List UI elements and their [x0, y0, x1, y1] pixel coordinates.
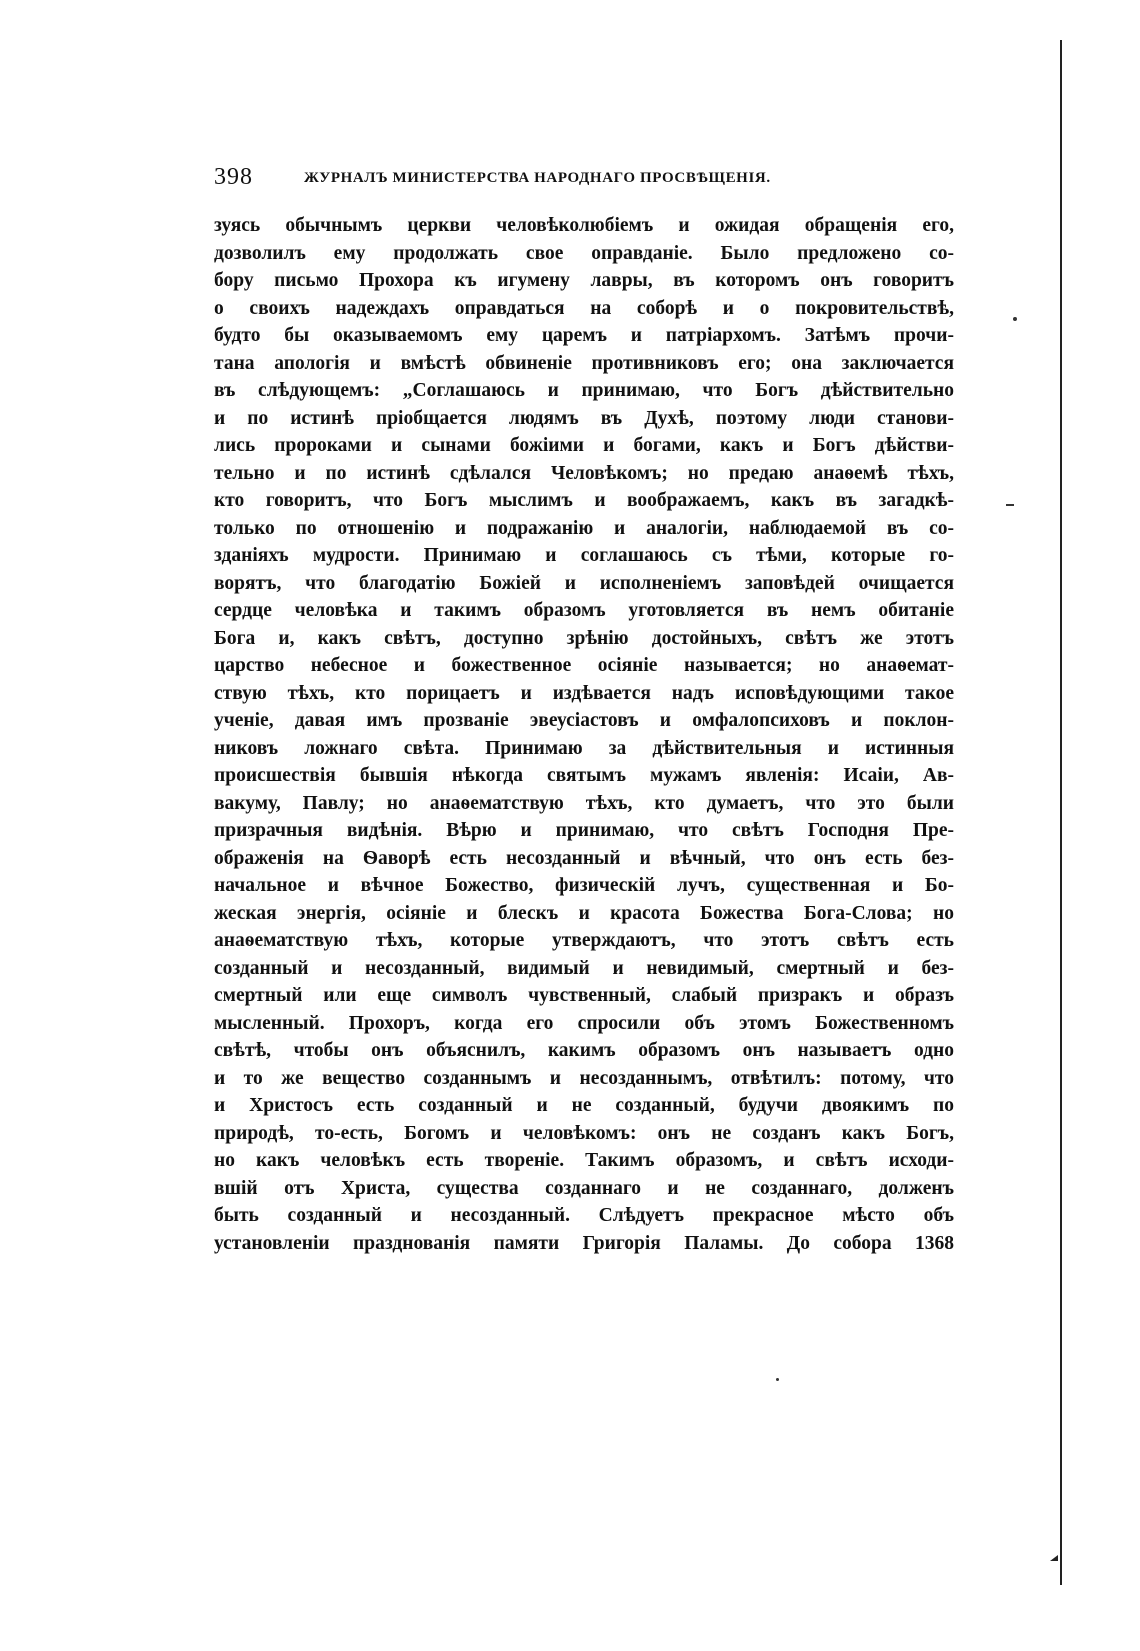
- text-line: анаѳематствую тѣхъ, которые утверждаютъ, что этотъ свѣтъ есть: [214, 930, 954, 951]
- text-line: начальное и вѣчное Божество, физическій лучъ, существенная и Бо-: [214, 875, 954, 896]
- text-line: и Христосъ есть созданный и не созданный, будучи двоякимъ по: [214, 1095, 954, 1116]
- text-line: только по отношенію и подражанію и аналогіи, наблюдаемой въ со-: [214, 517, 954, 539]
- text-line: сердце человѣка и такимъ образомъ уготовляется въ немъ обитаніе: [214, 600, 954, 621]
- text-line: призрачныя видѣнія. Вѣрю и принимаю, что свѣтъ Господня Пре-: [214, 820, 954, 841]
- text-line: ворятъ, что благодатію Божіей и исполненіемъ заповѣдей очищается: [214, 572, 954, 594]
- text-line: зданіяхъ мудрости. Принимаю и соглашаюсь съ тѣми, которые го-: [214, 545, 954, 566]
- page-header: [214, 162, 954, 192]
- text-line: тана апологія и вмѣстѣ обвиненіе противниковъ его; она заключается: [214, 352, 954, 374]
- scan-corner-mark: [1050, 1555, 1058, 1561]
- text-line: созданный и несозданный, видимый и невидимый, смертный и без-: [214, 957, 954, 979]
- text-line: о своихъ надеждахъ оправдаться на соборѣ и о покровительствѣ,: [214, 297, 954, 319]
- text-line: вшій отъ Христа, существа созданнаго и не созданнаго, долженъ: [214, 1177, 954, 1199]
- text-line: царство небесное и божественное осіяніе называется; но анаѳемат-: [214, 655, 954, 676]
- text-line: смертный или еще символъ чувственный, слабый призракъ и образъ: [214, 985, 954, 1006]
- text-line: жеская энергія, осіяніе и блескъ и красота Божества Бога-Слова; но: [214, 902, 954, 924]
- text-line: никовъ ложнаго свѣта. Принимаю за дѣйствительныя и истинныя: [214, 737, 954, 759]
- text-line: тельно и по истинѣ сдѣлался Человѣкомъ; но предаю анаѳемѣ тѣхъ,: [214, 462, 954, 484]
- text-line: ображенія на Ѳаворѣ есть несозданный и вѣчный, что онъ есть без-: [214, 847, 954, 869]
- text-line: ствую тѣхъ, кто порицаетъ и издѣвается надъ исповѣдующими такое: [214, 682, 954, 704]
- text-line: дозволилъ ему продолжать свое оправданіе. Было предложено со-: [214, 242, 954, 264]
- scan-edge-line: [1060, 40, 1062, 1585]
- body-text: [214, 212, 954, 1257]
- text-line: въ слѣдующемъ: „Соглашаюсь и принимаю, что Богъ дѣйствительно: [214, 380, 954, 401]
- text-line: лись пророками и сынами божіими и богами, какъ и Богъ дѣйстви-: [214, 435, 954, 456]
- text-line: будто бы оказываемомъ ему царемъ и патріархомъ. Затѣмъ прочи-: [214, 325, 954, 346]
- page-number: 398: [214, 164, 253, 190]
- text-line: быть созданный и несозданный. Слѣдуетъ прекрасное мѣсто объ: [214, 1205, 954, 1226]
- text-line: и по истинѣ пріобщается людямъ въ Духѣ, поэтому люди станови-: [214, 407, 954, 429]
- text-line: зуясь обычнымъ церкви человѣколюбіемъ и ожидая обращенія его,: [214, 215, 954, 236]
- text-line: вакуму, Павлу; но анаѳематствую тѣхъ, кто думаетъ, что это были: [214, 792, 954, 814]
- text-line: Бога и, какъ свѣтъ, доступно зрѣнію достойныхъ, свѣтъ же этотъ: [214, 627, 954, 649]
- running-head: ЖУРНАЛЪ МИНИСТЕРСТВА НАРОДНАГО ПРОСВѢЩЕНІЯ.: [304, 170, 771, 186]
- text-line: кто говоритъ, что Богъ мыслимъ и воображаемъ, какъ въ загадкѣ-: [214, 490, 954, 511]
- text-line: но какъ человѣкъ есть твореніе. Такимъ образомъ, и свѣтъ исходи-: [214, 1150, 954, 1171]
- text-line: природѣ, то-есть, Богомъ и человѣкомъ: онъ не созданъ какъ Богъ,: [214, 1122, 954, 1144]
- scan-speck: [1013, 317, 1017, 321]
- text-line: установленіи празднованія памяти Григорія Паламы. До собора 1368: [214, 1232, 954, 1254]
- text-line: ученіе, давая имъ прозваніе эвеусіастовъ и омфалопсиховъ и поклон-: [214, 710, 954, 731]
- text-line: бору письмо Прохора къ игумену лавры, въ которомъ онъ говоритъ: [214, 270, 954, 291]
- text-line: происшествія бывшія нѣкогда святымъ мужамъ явленія: Исаіи, Ав-: [214, 765, 954, 786]
- text-line: свѣтѣ, чтобы онъ объяснилъ, какимъ образомъ онъ называетъ одно: [214, 1040, 954, 1061]
- scan-speck: [776, 1378, 779, 1381]
- text-line: и то же вещество созданнымъ и несозданнымъ, отвѣтилъ: потому, что: [214, 1067, 954, 1089]
- text-line: мысленный. Прохоръ, когда его спросили объ этомъ Божественномъ: [214, 1012, 954, 1034]
- scan-speck: [1006, 504, 1014, 506]
